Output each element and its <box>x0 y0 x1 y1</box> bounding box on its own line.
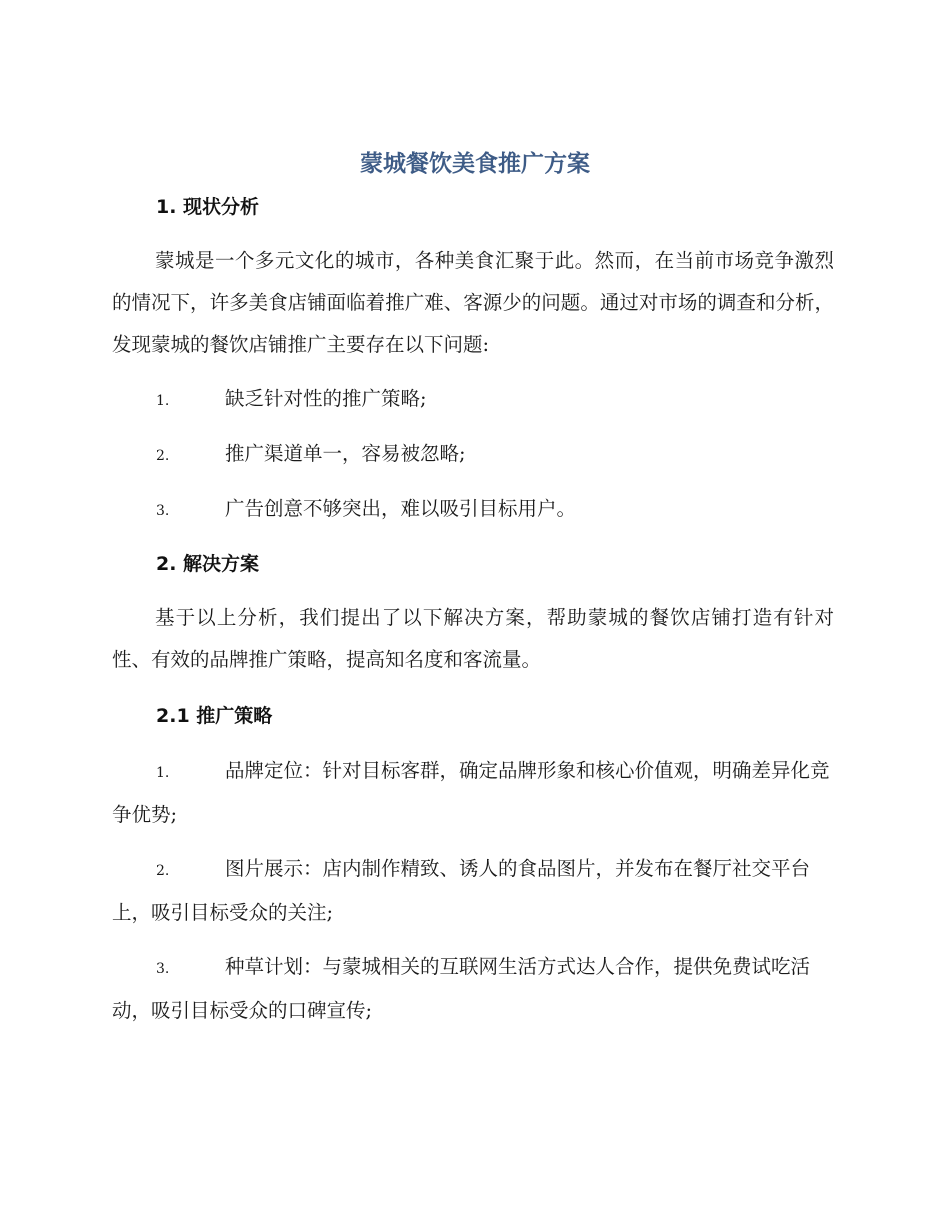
status-analysis-paragraph: 蒙城是一个多元文化的城市，各种美食汇聚于此。然而，在当前市场竞争激烈的情况下，许多美食店铺面临着推广难、客源少的问题。通过对市场的调查和分析，发现蒙城的餐饮店铺推广主要存在以下问题: <box>112 249 834 356</box>
list-text: 推广渠道单一，容易被忽略; <box>225 442 466 465</box>
section-heading-solution: 2. 解决方案 <box>156 553 260 575</box>
problem-list-item-2 <box>112 433 834 477</box>
problem-list-item-1 <box>112 378 834 422</box>
section-heading-status-analysis: 1. 现状分析 <box>156 196 260 218</box>
strategy-list-item-2 <box>112 848 834 934</box>
section-heading-promotion-strategy: 2.1 推广策略 <box>156 705 273 727</box>
document-title: 蒙城餐饮美食推广方案 <box>360 151 590 177</box>
list-number: 2. <box>156 863 170 879</box>
list-text: 图片展示：店内制作精致、诱人的食品图片，并发布在餐厅社交平台上，吸引目标受众的关注; <box>112 857 811 924</box>
list-number: 1. <box>156 393 170 409</box>
list-number: 2. <box>156 448 170 464</box>
list-text: 缺乏针对性的推广策略; <box>225 387 427 410</box>
list-text: 种草计划：与蒙城相关的互联网生活方式达人合作，提供免费试吃活动，吸引目标受众的口碑宣传; <box>112 955 811 1022</box>
problem-list-item-3 <box>112 488 834 532</box>
list-text: 广告创意不够突出，难以吸引目标用户。 <box>225 497 577 520</box>
strategy-list-item-3 <box>112 946 834 1032</box>
solution-paragraph: 基于以上分析，我们提出了以下解决方案，帮助蒙城的餐饮店铺打造有针对性、有效的品牌推广策略，提高知名度和客流量。 <box>112 606 834 671</box>
list-number: 3. <box>156 961 170 977</box>
strategy-list-item-1 <box>112 750 834 836</box>
list-number: 1. <box>156 765 170 781</box>
list-number: 3. <box>156 503 170 519</box>
list-text: 品牌定位：针对目标客群，确定品牌形象和核心价值观，明确差异化竞争优势; <box>112 759 830 826</box>
